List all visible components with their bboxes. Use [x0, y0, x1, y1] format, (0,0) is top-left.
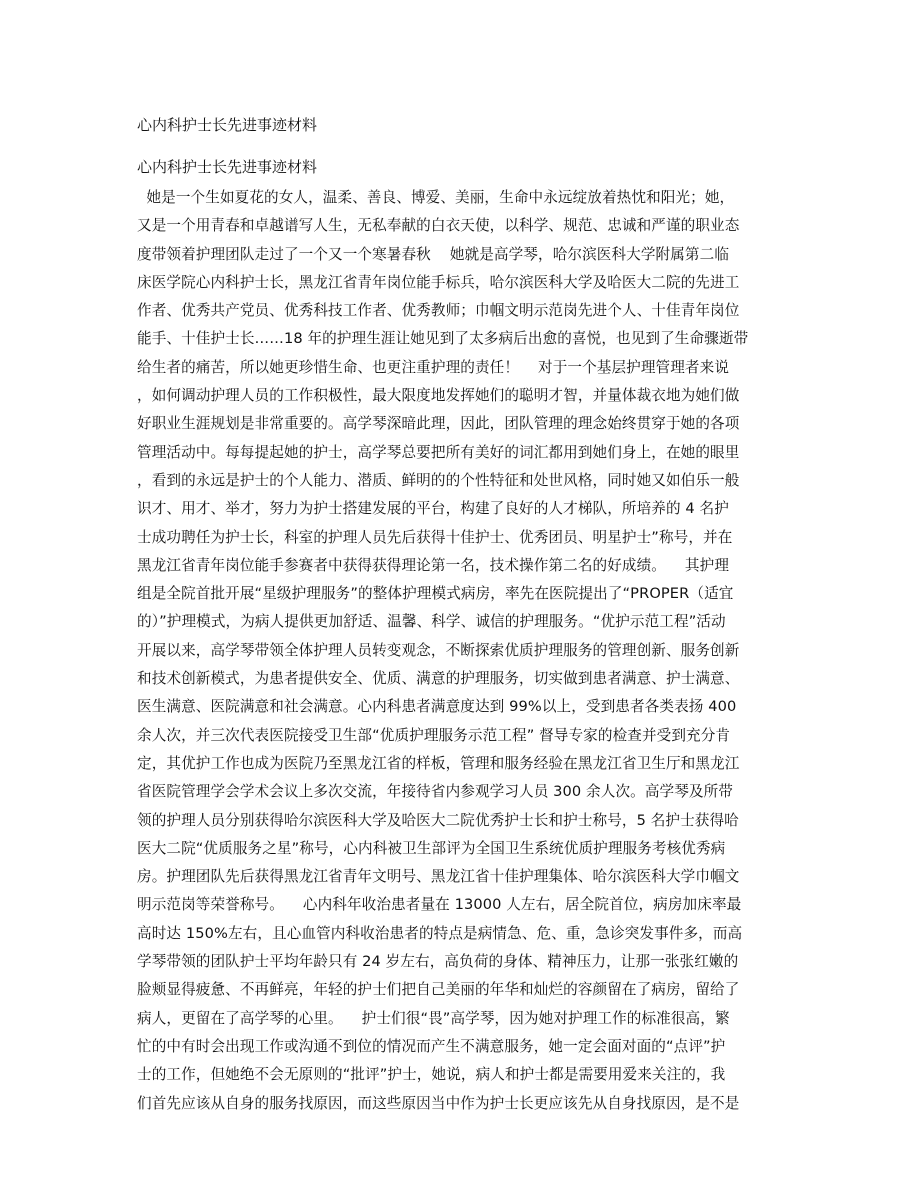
document-title: 心内科护士长先进事迹材料: [137, 116, 318, 134]
body-text-line: 学琴带领的团队护士平均年龄只有 24 岁左右，高负荷的身体、精神压力，让那一张张红嫩的: [137, 953, 739, 971]
body-text-line: 医大二院“优质服务之星”称号，心内科被卫生部评为全国卫生系统优质护理服务考核优秀病: [137, 839, 726, 857]
body-text-line: 明示范岗等荣誉称号。 心内科年收治患者量在 13000 人左右，居全院首位，病房加床率最: [137, 896, 742, 914]
body-text-line: ，如何调动护理人员的工作积极性，最大限度地发挥她们的聪明才智，并量体裁衣地为她们做: [137, 387, 740, 405]
body-text-line: 管理活动中。每每提起她的护士，高学琴总要把所有美好的词汇都用到她们身上，在她的眼里: [137, 443, 740, 461]
body-text-line: 省医院管理学会学术会议上多次交流，年接待省内参观学习人员 300 余人次。高学琴及所带: [137, 783, 733, 801]
body-text-line: 开展以来，高学琴带领全体护理人员转变观念，不断探索优质护理服务的管理创新、服务创新: [137, 641, 740, 659]
body-text-line: 病人，更留在了高学琴的心里。 护士们很“畏”高学琴，因为她对护理工作的标准很高，繁: [137, 1009, 730, 1027]
body-text-line: 高时达 150%左右，且心血管内科收治患者的特点是病情急、危、重，急诊突发事件多，而高: [137, 924, 743, 942]
body-text-line: 脸颊显得疲惫、不再鲜亮，年轻的护士们把自己美丽的年华和灿烂的容颜留在了病房，留给了: [137, 981, 740, 999]
body-text-line: 的）”护理模式，为病人提供更加舒适、温馨、科学、诚信的护理服务。“优护示范工程”活动: [137, 613, 726, 631]
body-text-line: 黑龙江省青年岗位能手参赛者中获得获得理论第一名，技术操作第二名的好成绩。 其护理: [137, 556, 730, 574]
body-text-line: 床医学院心内科护士长，黑龙江省青年岗位能手标兵，哈尔滨医科大学及哈医大二院的先进工: [137, 273, 740, 291]
body-text-line: 她是一个生如夏花的女人，温柔、善良、博爱、美丽，生命中永远绽放着热忱和阳光；她，: [137, 189, 735, 206]
body-text-line: 组是全院首批开展“星级护理服务”的整体护理模式病房，率先在医院提出了“PROPER（适宜: [137, 585, 734, 603]
body-text-line: 士成功聘任为护士长，科室的护理人员先后获得十佳护士、优秀团员、明星护士”称号，并在: [137, 528, 733, 546]
body-text-line: 作者、优秀共产党员、优秀科技工作者、优秀教师；巾帼文明示范岗先进个人、十佳青年岗位: [137, 302, 740, 320]
body-text-line: 好职业生涯规划是非常重要的。高学琴深暗此理，因此，团队管理的理念始终贯穿于她的各项: [137, 415, 740, 433]
body-text-line: 忙的中有时会出现工作或沟通不到位的情况而产生不满意服务，她一定会面对面的“点评”护: [137, 1037, 726, 1055]
body-text-line: 度带领着护理团队走过了一个又一个寒暑春秋 她就是高学琴，哈尔滨医科大学附属第二临: [137, 245, 730, 263]
body-text-line: 给生者的痛苦，所以她更珍惜生命、也更注重护理的责任！ 对于一个基层护理管理者来说: [137, 358, 730, 376]
body-text-line: 余人次，并三次代表医院接受卫生部“优质护理服务示范工程” 督导专家的检查并受到充分肯: [137, 726, 731, 744]
document-heading: 心内科护士长先进事迹材料: [137, 158, 318, 176]
body-text-line: 定，其优护工作也成为医院乃至黑龙江省的样板，管理和服务经验在黑龙江省卫生厅和黑龙江: [137, 754, 740, 772]
body-text-line: 士的工作，但她绝不会无原则的“批评”护士，她说，病人和护士都是需要用爱来关注的，我: [137, 1066, 726, 1084]
body-text-line: 能手、十佳护士长……18 年的护理生涯让她见到了太多病后出愈的喜悦，也见到了生命骤逝带: [137, 330, 749, 348]
body-text-line: 和技术创新模式，为患者提供安全、优质、满意的护理服务，切实做到患者满意、护士满意、: [137, 670, 740, 688]
document-body: [137, 184, 787, 1118]
body-text-line: 又是一个用青春和卓越谱写人生，无私奉献的白衣天使，以科学、规范、忠诚和严谨的职业态: [137, 217, 740, 235]
body-text-line: 领的护理人员分别获得哈尔滨医科大学及哈医大二院优秀护士长和护士称号，5 名护士获得哈: [137, 811, 739, 829]
body-text-line: 们首先应该从自身的服务找原因，而这些原因当中作为护士长更应该先从自身找原因，是不是: [137, 1094, 740, 1112]
body-text-line: 识才、用才、举才，努力为护士搭建发展的平台，构建了良好的人才梯队，所培养的 4 名护: [137, 500, 729, 518]
body-text-line: 医生满意、医院满意和社会满意。心内科患者满意度达到 99%以上，受到患者各类表扬 400: [137, 698, 737, 716]
body-text-line: 房。护理团队先后获得黑龙江省青年文明号、黑龙江省十佳护理集体、哈尔滨医科大学巾帼文: [137, 868, 740, 886]
body-text-line: ，看到的永远是护士的个人能力、潜质、鲜明的的个性特征和处世风格，同时她又如伯乐一般: [137, 471, 740, 489]
